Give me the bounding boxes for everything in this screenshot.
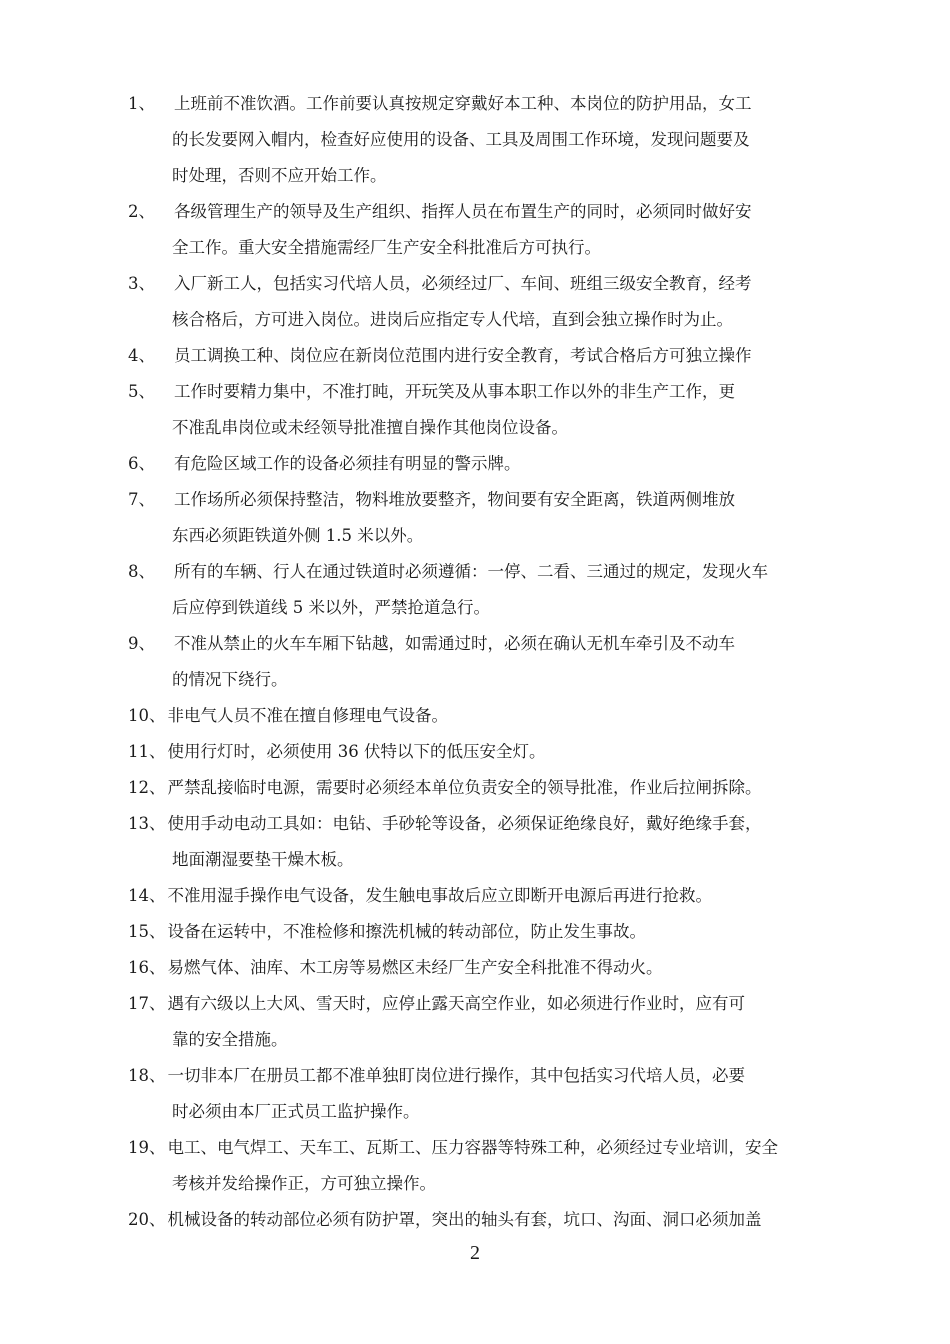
rule-item xyxy=(128,919,848,944)
rule-item xyxy=(128,631,848,692)
rule-text-line: 设备在运转中，不准检修和擦洗机械的转动部位，防止发生事故。 xyxy=(167,922,646,941)
rule-item xyxy=(128,343,848,368)
rule-number: 3、 xyxy=(128,274,155,293)
rule-item xyxy=(128,379,848,440)
rule-item xyxy=(128,559,848,620)
rule-number: 1、 xyxy=(128,94,155,113)
rule-text-line: 不准用湿手操作电气设备，发生触电事故后应立即断开电源后再进行抢救。 xyxy=(167,886,712,905)
rule-text-line: 使用行灯时，必须使用 36 伏特以下的低压安全灯。 xyxy=(167,742,546,761)
rule-text-line: 后应停到铁道线 5 米以外，严禁抢道急行。 xyxy=(172,598,490,617)
rule-number: 4、 xyxy=(128,346,155,365)
rule-item xyxy=(128,199,848,260)
rule-number: 9、 xyxy=(128,634,155,653)
rule-text-line: 机械设备的转动部位必须有防护罩，突出的轴头有套，坑口、沟面、洞口必须加盖 xyxy=(167,1210,762,1229)
page-number: 2 xyxy=(470,1242,480,1264)
rule-text-line: 员工调换工种、岗位应在新岗位范围内进行安全教育，考试合格后方可独立操作 xyxy=(174,346,752,365)
rule-item xyxy=(128,703,848,728)
rule-text-line: 时处理，否则不应开始工作。 xyxy=(172,166,387,185)
rule-number: 17、 xyxy=(128,994,166,1013)
rule-text-line: 不准乱串岗位或未经领导批准擅自操作其他岗位设备。 xyxy=(172,418,568,437)
rule-text-line: 靠的安全措施。 xyxy=(172,1030,288,1049)
rule-text-line: 遇有六级以上大风、雪天时，应停止露天高空作业，如必须进行作业时，应有可 xyxy=(167,994,745,1013)
rule-number: 10、 xyxy=(128,706,166,725)
rule-item xyxy=(128,775,848,800)
rule-number: 20、 xyxy=(128,1210,166,1229)
rule-item xyxy=(128,883,848,908)
rule-number: 8、 xyxy=(128,562,155,581)
rule-number: 13、 xyxy=(128,814,166,833)
rule-number: 19、 xyxy=(128,1138,166,1157)
rule-text-line: 有危险区域工作的设备必须挂有明显的警示牌。 xyxy=(174,454,521,473)
rule-text-line: 使用手动电动工具如：电钻、手砂轮等设备，必须保证绝缘良好，戴好绝缘手套， xyxy=(167,814,762,833)
safety-rules-list xyxy=(128,91,848,1243)
rule-text-line: 非电气人员不准在擅自修理电气设备。 xyxy=(167,706,448,725)
rule-number: 14、 xyxy=(128,886,166,905)
rule-number: 11、 xyxy=(128,742,166,761)
rule-text-line: 入厂新工人，包括实习代培人员，必须经过厂、车间、班组三级安全教育，经考 xyxy=(174,274,752,293)
rule-item xyxy=(128,955,848,980)
rule-item xyxy=(128,1063,848,1124)
rule-text-line: 东西必须距铁道外侧 1.5 米以外。 xyxy=(172,526,424,545)
rule-item xyxy=(128,451,848,476)
rule-item xyxy=(128,991,848,1052)
rule-text-line: 时必须由本厂正式员工监护操作。 xyxy=(172,1102,420,1121)
rule-text-line: 的情况下绕行。 xyxy=(172,670,288,689)
rule-number: 2、 xyxy=(128,202,155,221)
rule-number: 7、 xyxy=(128,490,155,509)
rule-number: 16、 xyxy=(128,958,166,977)
rule-number: 5、 xyxy=(128,382,155,401)
rule-text-line: 各级管理生产的领导及生产组织、指挥人员在布置生产的同时，必须同时做好安 xyxy=(174,202,752,221)
rule-number: 18、 xyxy=(128,1066,166,1085)
rule-number: 6、 xyxy=(128,454,155,473)
rule-text-line: 核合格后，方可进入岗位。进岗后应指定专人代培，直到会独立操作时为止。 xyxy=(172,310,733,329)
rule-item xyxy=(128,739,848,764)
rule-text-line: 的长发要网入帽内，检查好应使用的设备、工具及周围工作环境，发现问题要及 xyxy=(172,130,750,149)
rule-text-line: 工作时要精力集中，不准打盹，开玩笑及从事本职工作以外的非生产工作，更 xyxy=(174,382,735,401)
rule-text-line: 全工作。重大安全措施需经厂生产安全科批准后方可执行。 xyxy=(172,238,601,257)
rule-text-line: 工作场所必须保持整洁，物料堆放要整齐，物间要有安全距离，铁道两侧堆放 xyxy=(174,490,735,509)
rule-number: 15、 xyxy=(128,922,166,941)
rule-item xyxy=(128,271,848,332)
rule-text-line: 一切非本厂在册员工都不准单独盯岗位进行操作，其中包括实习代培人员，必要 xyxy=(167,1066,745,1085)
rule-text-line: 不准从禁止的火车车厢下钻越，如需通过时，必须在确认无机车牵引及不动车 xyxy=(174,634,735,653)
rule-text-line: 易燃气体、油库、木工房等易燃区未经厂生产安全科批准不得动火。 xyxy=(167,958,663,977)
rule-text-line: 上班前不准饮酒。工作前要认真按规定穿戴好本工种、本岗位的防护用品，女工 xyxy=(174,94,752,113)
rule-item xyxy=(128,1135,848,1196)
rule-item xyxy=(128,811,848,872)
rule-text-line: 电工、电气焊工、天车工、瓦斯工、压力容器等特殊工种，必须经过专业培训，安全 xyxy=(167,1138,778,1157)
rule-item xyxy=(128,91,848,188)
rule-text-line: 所有的车辆、行人在通过铁道时必须遵循：一停、二看、三通过的规定，发现火车 xyxy=(174,562,768,581)
rule-text-line: 考核并发给操作正，方可独立操作。 xyxy=(172,1174,436,1193)
rule-text-line: 地面潮湿要垫干燥木板。 xyxy=(172,850,354,869)
rule-item xyxy=(128,487,848,548)
rule-text-line: 严禁乱接临时电源，需要时必须经本单位负责安全的领导批准，作业后拉闸拆除。 xyxy=(167,778,762,797)
rule-item xyxy=(128,1207,848,1232)
rule-number: 12、 xyxy=(128,778,166,797)
